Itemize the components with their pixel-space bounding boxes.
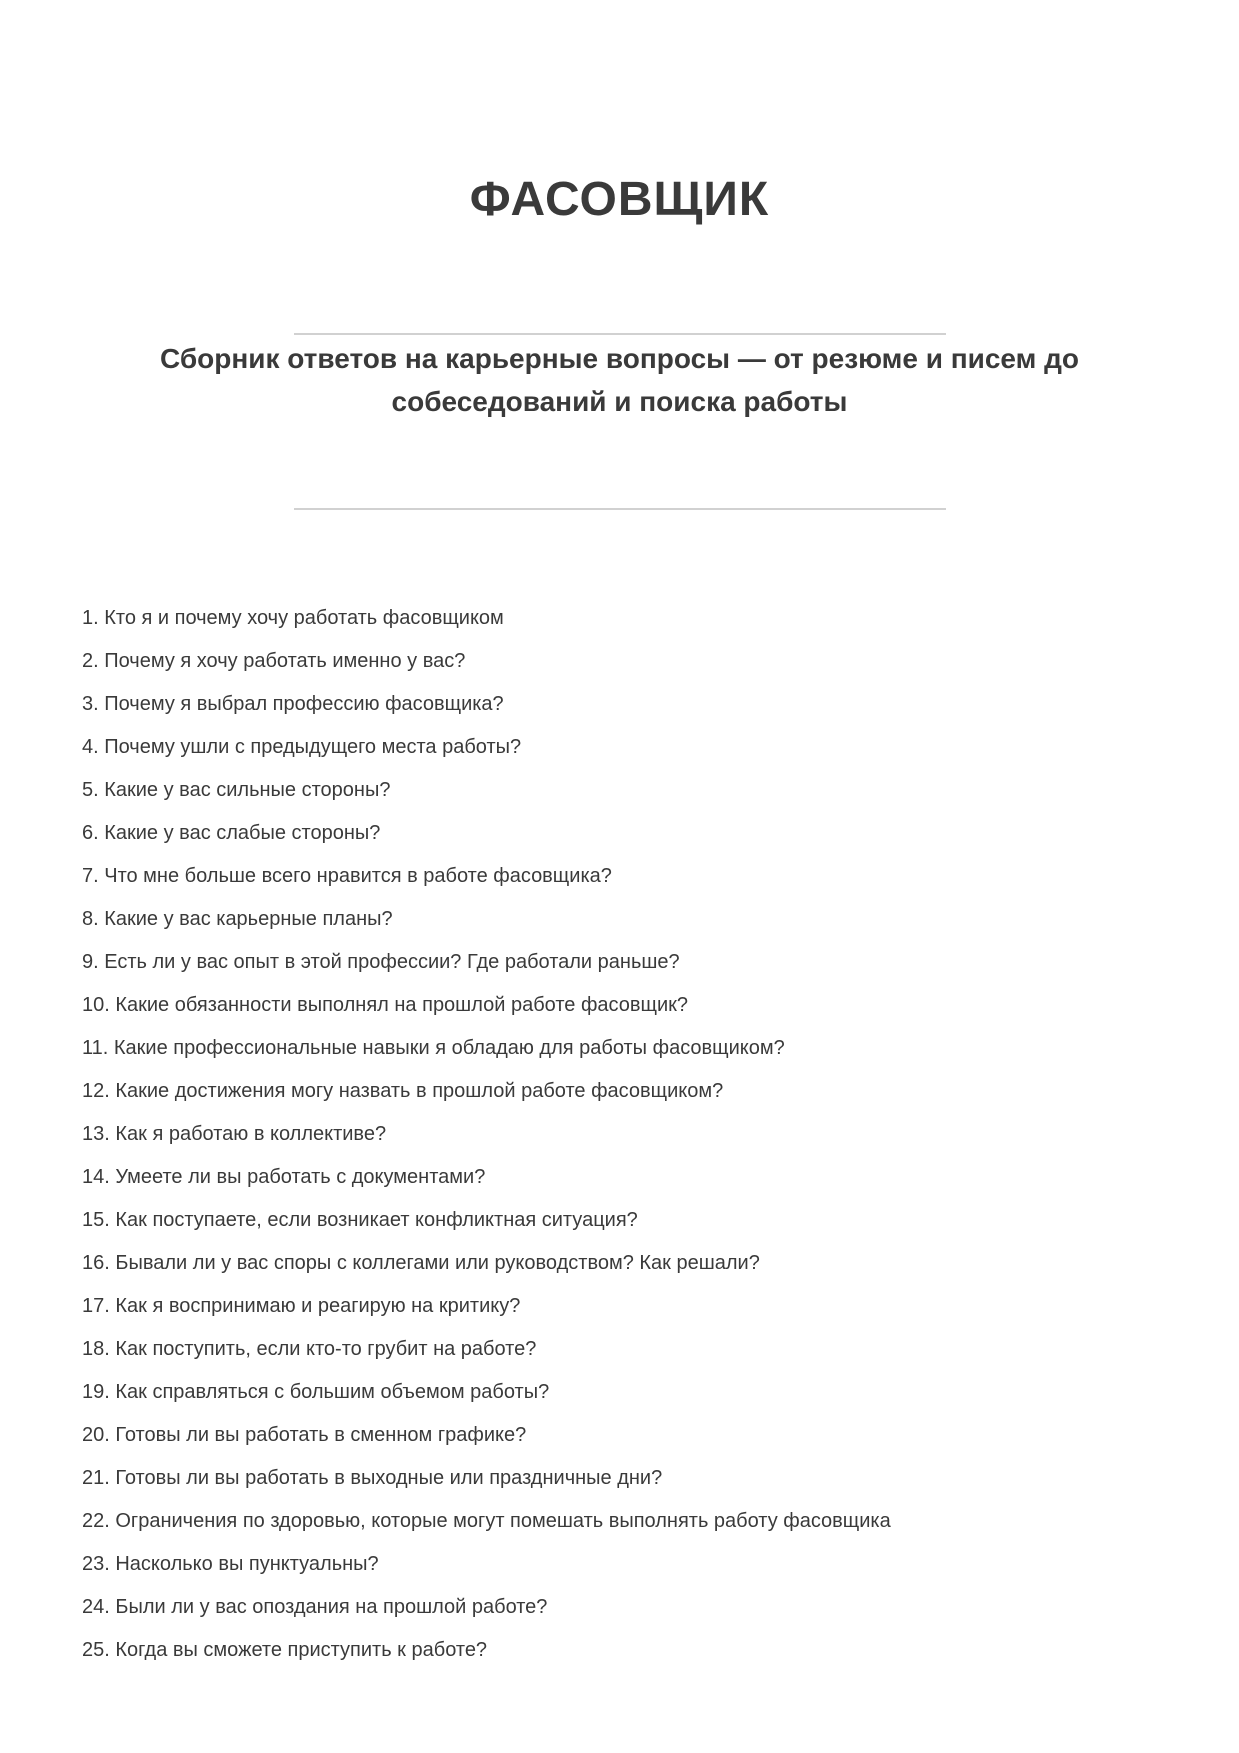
questions-list: [0, 597, 1239, 1672]
question-item: 4. Почему ушли с предыдущего места работы?: [82, 736, 522, 758]
question-item: 9. Есть ли у вас опыт в этой профессии? Где работали раньше?: [82, 951, 680, 973]
question-item: 24. Были ли у вас опоздания на прошлой работе?: [82, 1596, 548, 1618]
question-item: 2. Почему я хочу работать именно у вас?: [82, 650, 466, 672]
question-item: 19. Как справляться с большим объемом работы?: [82, 1381, 550, 1403]
question-item: 7. Что мне больше всего нравится в работе фасовщика?: [82, 865, 612, 887]
question-item: 21. Готовы ли вы работать в выходные или праздничные дни?: [82, 1467, 663, 1489]
question-item: 15. Как поступаете, если возникает конфликтная ситуация?: [82, 1209, 638, 1231]
question-item: 12. Какие достижения могу назвать в прошлой работе фасовщиком?: [82, 1080, 724, 1102]
question-item: 1. Кто я и почему хочу работать фасовщиком: [82, 607, 504, 629]
divider-top: [294, 333, 946, 335]
question-item: 16. Бывали ли у вас споры с коллегами или руководством? Как решали?: [82, 1252, 760, 1274]
subtitle: Сборник ответов на карьерные вопросы — от резюме и писем до собеседований и поиска работы: [160, 343, 1079, 417]
question-item: 11. Какие профессиональные навыки я обладаю для работы фасовщиком?: [82, 1037, 785, 1059]
question-item: 20. Готовы ли вы работать в сменном графике?: [82, 1424, 527, 1446]
question-item: 18. Как поступить, если кто-то грубит на работе?: [82, 1338, 537, 1360]
divider-bottom: [294, 508, 946, 510]
question-item: 22. Ограничения по здоровью, которые могут помешать выполнять работу фасовщика: [82, 1510, 891, 1532]
question-item: 10. Какие обязанности выполнял на прошлой работе фасовщик?: [82, 994, 689, 1016]
question-item: 23. Насколько вы пунктуальны?: [82, 1553, 379, 1575]
question-item: 5. Какие у вас сильные стороны?: [82, 779, 391, 801]
question-item: 8. Какие у вас карьерные планы?: [82, 908, 393, 930]
question-item: 25. Когда вы сможете приступить к работе?: [82, 1639, 488, 1661]
question-item: 17. Как я воспринимаю и реагирую на критику?: [82, 1295, 521, 1317]
question-item: 13. Как я работаю в коллективе?: [82, 1123, 387, 1145]
question-item: 3. Почему я выбрал профессию фасовщика?: [82, 693, 504, 715]
question-item: 6. Какие у вас слабые стороны?: [82, 822, 381, 844]
page-title: ФАСОВЩИК: [469, 173, 770, 226]
question-item: 14. Умеете ли вы работать с документами?: [82, 1166, 486, 1188]
